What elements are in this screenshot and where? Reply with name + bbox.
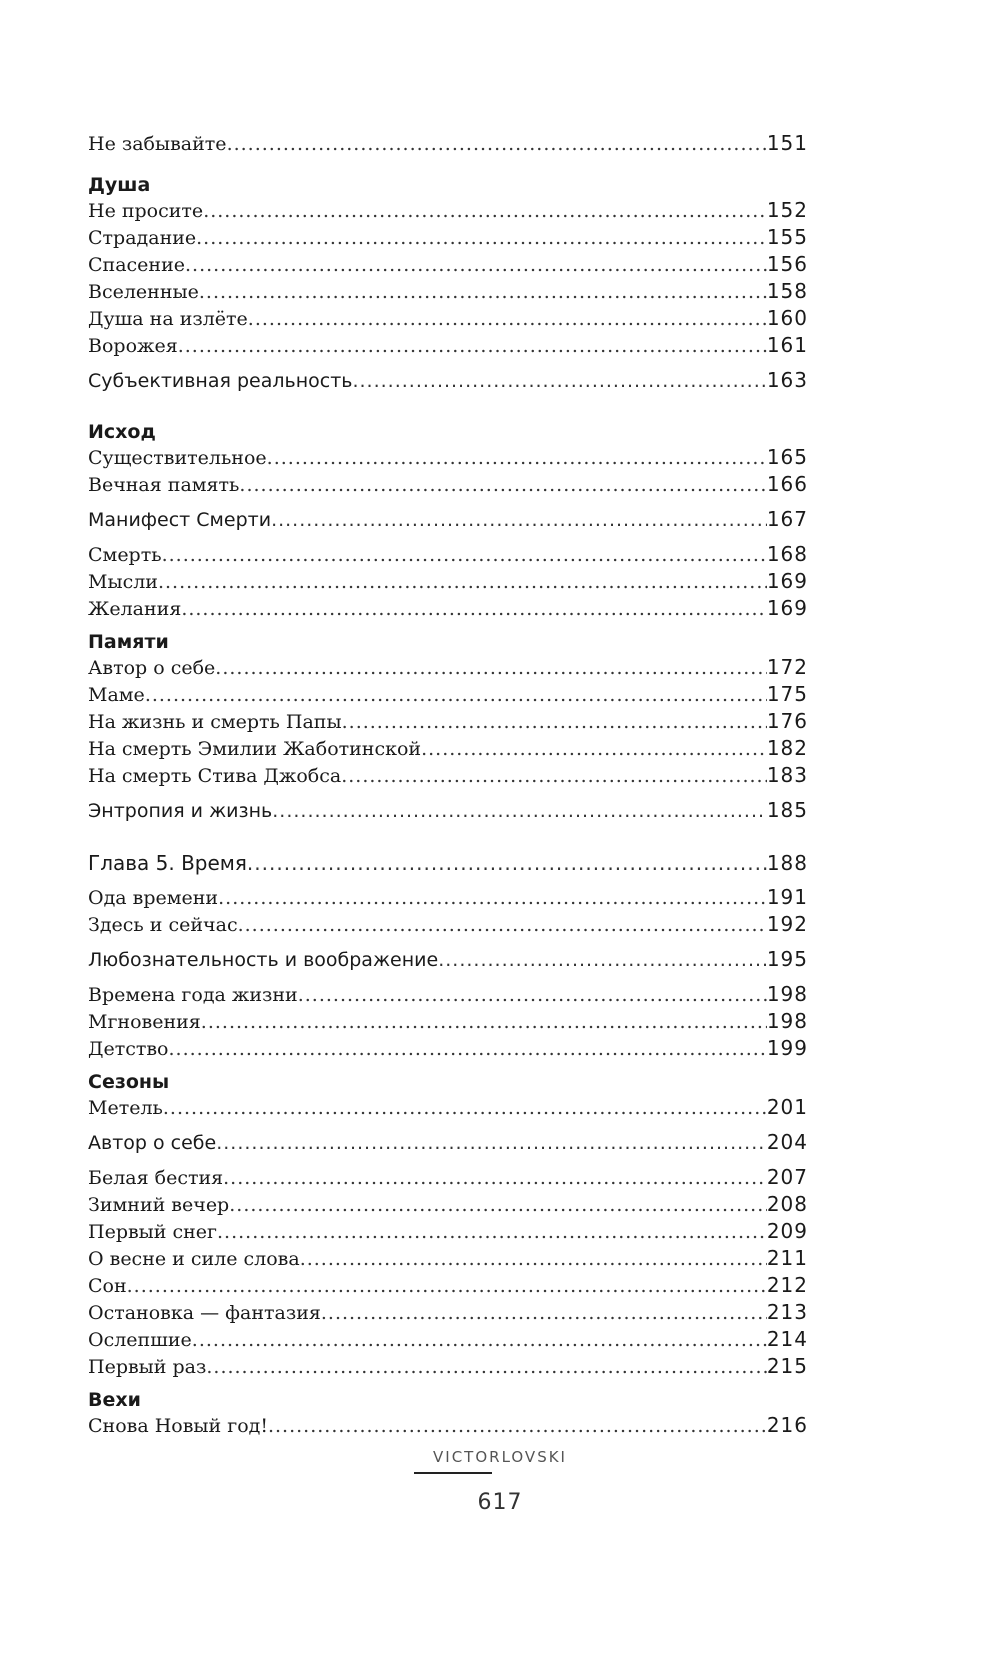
entry-page-number: 183: [766, 763, 808, 787]
entry-page-number: 175: [766, 682, 808, 706]
entry-page-number: 204: [766, 1130, 808, 1154]
toc-entry: [88, 1191, 808, 1218]
entry-title: Зимний вечер: [88, 1194, 230, 1216]
entry-page-number: 155: [766, 225, 808, 249]
toc-entry: [88, 911, 808, 938]
entry-title: Времена года жизни: [88, 984, 298, 1006]
entry-page-number: 160: [766, 306, 808, 330]
toc-entry: [88, 541, 808, 568]
entry-page-number: 192: [766, 912, 808, 936]
entry-page-number: 195: [766, 947, 808, 971]
entry-title: Глава 5. Время: [88, 851, 247, 875]
entry-title: Вечная память: [88, 474, 240, 496]
toc-entry: [88, 305, 808, 332]
toc-entry: [88, 1299, 808, 1326]
toc-entry: [88, 332, 808, 359]
entry-page-number: 161: [766, 333, 808, 357]
toc-entry: [88, 981, 808, 1008]
entry-page-number: 185: [766, 798, 808, 822]
dot-leader: [145, 682, 767, 708]
dot-leader: [162, 542, 767, 568]
entry-page-number: 176: [766, 709, 808, 733]
entry-page-number: 211: [766, 1246, 808, 1270]
dot-leader: [201, 1009, 767, 1035]
toc-entry: [88, 197, 808, 224]
dot-leader: [216, 1130, 767, 1156]
entry-title: Первый снег: [88, 1221, 218, 1243]
toc-entry: [88, 278, 808, 305]
entry-title: Ода времени: [88, 887, 219, 909]
entry-page-number: 172: [766, 655, 808, 679]
toc-entry: [88, 1218, 808, 1245]
dot-leader: [181, 596, 767, 622]
entry-page-number: 216: [766, 1413, 808, 1437]
toc-entry: [88, 1035, 808, 1062]
entry-page-number: 156: [766, 252, 808, 276]
toc-entry: [88, 1412, 808, 1439]
dot-leader: [185, 252, 767, 278]
entry-page-number: 201: [766, 1095, 808, 1119]
toc-entry: [88, 1272, 808, 1299]
dot-leader: [298, 982, 767, 1008]
toc-entry: [88, 1245, 808, 1272]
entry-title: Детство: [88, 1038, 169, 1060]
entry-page-number: 188: [766, 851, 808, 875]
chapter-entry: [88, 850, 808, 876]
toc-entry: [88, 1129, 808, 1156]
toc-entry: [88, 595, 808, 622]
entry-title: Сон: [88, 1275, 127, 1297]
entry-page-number: 191: [766, 885, 808, 909]
entry-page-number: 199: [766, 1036, 808, 1060]
toc-entry: [88, 471, 808, 498]
dot-leader: [218, 885, 767, 911]
entry-title: Существительное: [88, 447, 267, 469]
toc-entry: [88, 1008, 808, 1035]
dot-leader: [238, 912, 767, 938]
entry-title: Ослепшие: [88, 1329, 192, 1351]
dot-leader: [206, 1354, 766, 1380]
entry-title: Метель: [88, 1097, 163, 1119]
dot-leader: [215, 655, 767, 681]
dot-leader: [248, 306, 767, 332]
entry-title: На смерть Эмилии Жаботинской: [88, 738, 422, 760]
toc-entry: [88, 708, 808, 735]
entry-page-number: 168: [766, 542, 808, 566]
dot-leader: [239, 472, 766, 498]
entry-page-number: 207: [766, 1165, 808, 1189]
dot-leader: [163, 1095, 767, 1121]
entry-page-number: 163: [766, 368, 808, 392]
dot-leader: [229, 1192, 767, 1218]
toc-entry: [88, 654, 808, 681]
dot-leader: [421, 736, 767, 762]
entry-page-number: 214: [766, 1327, 808, 1351]
dot-leader: [352, 368, 766, 394]
toc-entry: [88, 681, 808, 708]
entry-title: Остановка — фантазия: [88, 1302, 321, 1324]
dot-leader: [169, 1036, 767, 1062]
dot-leader: [196, 225, 767, 251]
dot-leader: [178, 333, 767, 359]
entry-page-number: 215: [766, 1354, 808, 1378]
toc-entry: [88, 1164, 808, 1191]
entry-title: Мысли: [88, 571, 158, 593]
toc-entry: [88, 1326, 808, 1353]
entry-title: Смерть: [88, 544, 162, 566]
dot-leader: [199, 279, 767, 305]
entry-page-number: 209: [766, 1219, 808, 1243]
entry-title: Не просите: [88, 200, 204, 222]
dot-leader: [203, 198, 767, 224]
dot-leader: [271, 507, 767, 533]
entry-title: Любознательность и воображение: [88, 949, 439, 971]
toc-entry: [88, 506, 808, 533]
entry-page-number: 167: [766, 507, 808, 531]
toc-entry: [88, 367, 808, 394]
publisher-brand: VICTORLOVSKI: [433, 1448, 567, 1466]
entry-title: Здесь и сейчас: [88, 914, 238, 936]
toc-entry: [88, 1353, 808, 1380]
toc-entry: [88, 762, 808, 789]
dot-leader: [223, 1165, 767, 1191]
entry-title: Мгновения: [88, 1011, 201, 1033]
section-heading: Сезоны: [88, 1071, 170, 1093]
dot-leader: [438, 947, 767, 973]
entry-title: Первый раз: [88, 1356, 207, 1378]
toc-entry: [88, 735, 808, 762]
entry-title: Снова Новый год!: [88, 1415, 268, 1437]
section-heading: Душа: [88, 174, 151, 196]
dot-leader: [217, 1219, 767, 1245]
toc-entry: [88, 224, 808, 251]
dot-leader: [268, 1413, 767, 1439]
brand-underline: [414, 1472, 492, 1474]
entry-title: Автор о себе: [88, 657, 216, 679]
dot-leader: [192, 1327, 767, 1353]
entry-page-number: 213: [766, 1300, 808, 1324]
entry-title: Спасение: [88, 254, 185, 276]
dot-leader: [158, 569, 767, 595]
toc-entry: [88, 251, 808, 278]
entry-title: Энтропия и жизнь: [88, 800, 273, 822]
dot-leader: [321, 1300, 767, 1326]
entry-title: Желания: [88, 598, 182, 620]
dot-leader: [247, 850, 767, 876]
dot-leader: [267, 445, 767, 471]
dot-leader: [227, 131, 767, 157]
toc-entry: [88, 568, 808, 595]
entry-page-number: 151: [766, 131, 808, 155]
dot-leader: [300, 1246, 767, 1272]
entry-title: Не забывайте: [88, 133, 227, 155]
dot-leader: [342, 709, 767, 735]
entry-page-number: 208: [766, 1192, 808, 1216]
entry-title: На смерть Стива Джобса: [88, 765, 342, 787]
dot-leader: [272, 798, 767, 824]
entry-title: Автор о себе: [88, 1132, 217, 1154]
entry-title: Белая бестия: [88, 1167, 224, 1189]
toc-entry: [88, 444, 808, 471]
entry-title: Маме: [88, 684, 145, 706]
entry-title: На жизнь и смерть Папы: [88, 711, 342, 733]
entry-page-number: 169: [766, 569, 808, 593]
page-number: 617: [477, 1490, 523, 1515]
entry-title: Субъективная реальность: [88, 370, 353, 392]
entry-page-number: 212: [766, 1273, 808, 1297]
section-heading: Памяти: [88, 631, 169, 653]
dot-leader: [341, 763, 767, 789]
toc-entry: [88, 130, 808, 157]
entry-page-number: 198: [766, 1009, 808, 1033]
section-heading: Вехи: [88, 1389, 141, 1411]
toc-entry: [88, 884, 808, 911]
entry-page-number: 158: [766, 279, 808, 303]
entry-title: Душа на излёте: [88, 308, 248, 330]
section-heading: Исход: [88, 421, 156, 443]
toc-entry: [88, 797, 808, 824]
entry-title: Страдание: [88, 227, 197, 249]
entry-page-number: 166: [766, 472, 808, 496]
dot-leader: [127, 1273, 767, 1299]
entry-page-number: 198: [766, 982, 808, 1006]
entry-title: Ворожея: [88, 335, 178, 357]
entry-title: Вселенные: [88, 281, 199, 303]
table-of-contents: [88, 130, 808, 1439]
toc-entry: [88, 946, 808, 973]
entry-page-number: 182: [766, 736, 808, 760]
entry-page-number: 169: [766, 596, 808, 620]
toc-entry: [88, 1094, 808, 1121]
entry-title: О весне и силе слова: [88, 1248, 300, 1270]
entry-page-number: 152: [766, 198, 808, 222]
entry-page-number: 165: [766, 445, 808, 469]
entry-title: Манифест Смерти: [88, 509, 272, 531]
